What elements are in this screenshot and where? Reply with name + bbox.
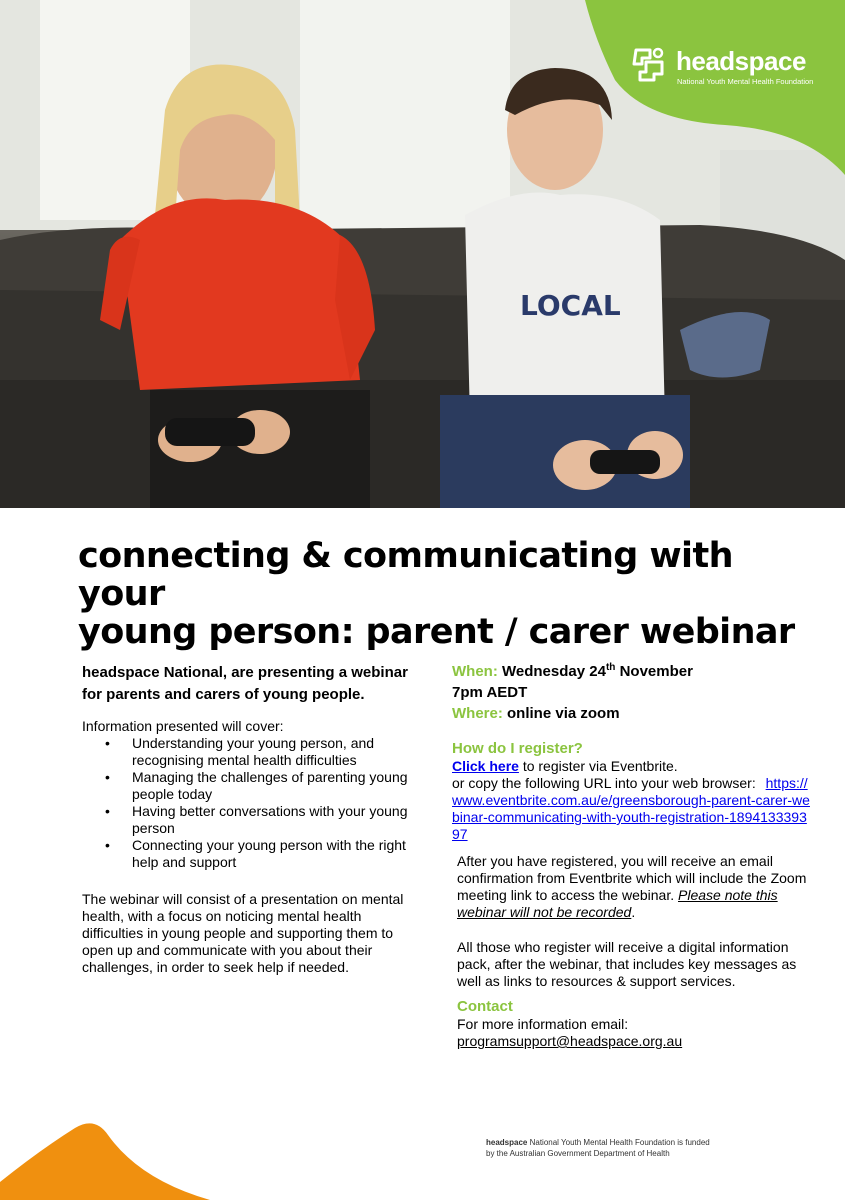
footer-brand: headspace	[486, 1138, 528, 1147]
left-column	[82, 662, 412, 976]
intro-text: headspace National, are presenting a webinar for parents and carers of young people.	[82, 664, 408, 703]
confirmation-period: .	[631, 904, 636, 920]
contact-text: For more information email:	[457, 1016, 629, 1032]
title-line-2: young person: parent / carer webinar	[78, 612, 795, 652]
eventbrite-url-link[interactable]: https://www.eventbrite.com.au/e/greensborough-parent-carer-webinar-communicating-with-youth-registration-189413339397	[452, 775, 810, 842]
title-line-1: connecting & communicating with your	[78, 536, 733, 614]
list-item: • Managing the challenges of parenting young people today	[132, 769, 412, 803]
hero-photo	[0, 0, 845, 508]
click-here-link[interactable]: Click here	[452, 758, 519, 774]
info-pack-text: All those who register will receive a digital information pack, after the webinar, that includes key messages as well as links to resources & support services.	[457, 939, 797, 989]
where-label: Where:	[452, 705, 503, 722]
when-label: When:	[452, 663, 498, 680]
contact-heading: Contact	[457, 998, 513, 1015]
register-heading: How do I register?	[452, 740, 583, 757]
logo-name: headspace	[676, 46, 806, 76]
list-item: • Connecting your young person with the right help and support	[132, 837, 412, 871]
when-row	[452, 657, 812, 682]
confirmation-body: After you have registered, you will receive an email confirmation from Eventbrite which will include the Zoom meeting link to access the webinar.	[457, 853, 807, 903]
list-item: • Having better conversations with your young person	[132, 803, 412, 837]
orange-corner-shape	[0, 1120, 210, 1200]
headspace-logo-icon	[628, 44, 668, 84]
when-day: Wednesday 24	[502, 663, 606, 680]
logo-tagline: National Youth Mental Health Foundation	[677, 77, 814, 86]
recording-note: Please note this webinar will not be recorded	[457, 887, 778, 920]
footer-line-2: by the Australian Government Department of Health	[486, 1149, 670, 1158]
funding-footer	[486, 1137, 786, 1159]
where-row	[452, 703, 812, 724]
svg-text:LOCAL: LOCAL	[520, 289, 621, 322]
footer-line-1: National Youth Mental Health Foundation is funded	[529, 1138, 710, 1147]
when-month: November	[619, 663, 693, 680]
where-value: online via zoom	[507, 705, 620, 722]
covers-heading: Information presented will cover:	[82, 718, 284, 734]
right-column	[452, 657, 812, 1050]
when-suffix: th	[605, 662, 616, 673]
contact-email[interactable]: programsupport@headspace.org.au	[457, 1033, 683, 1049]
covers-list	[82, 735, 412, 871]
page-title	[78, 537, 818, 651]
headspace-logo[interactable]	[628, 44, 828, 94]
register-copy-text: or copy the following URL into your web browser:	[452, 775, 756, 791]
list-item: • Understanding your young person, and recognising mental health difficulties	[132, 735, 412, 769]
register-after-click: to register via Eventbrite.	[522, 758, 678, 774]
when-time: 7pm AEDT	[452, 684, 528, 701]
webinar-description: The webinar will consist of a presentation on mental health, with a focus on noticing mental health difficulties in young people and supporting them to open up and communicate with you about their challenges, in order to seek help if needed.	[82, 891, 404, 975]
register-text	[452, 758, 812, 843]
confirmation-text	[457, 853, 812, 921]
